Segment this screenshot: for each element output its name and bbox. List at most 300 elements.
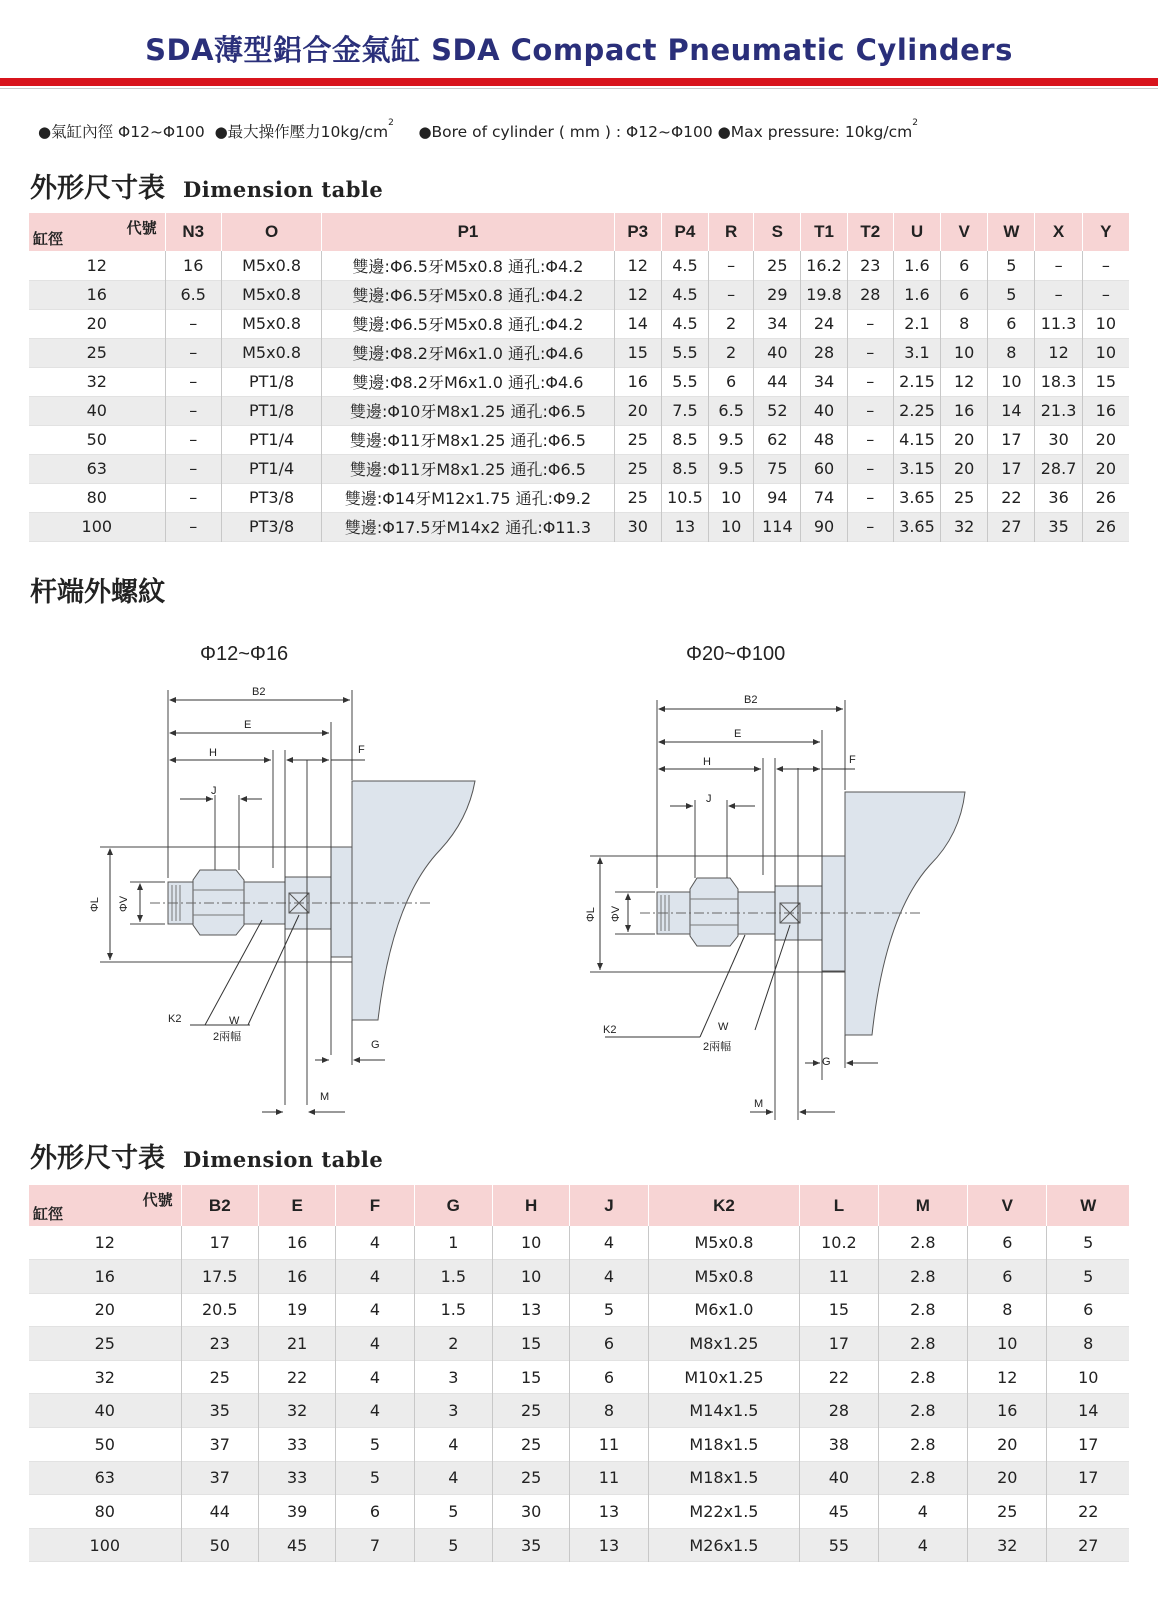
table-cell: 15 xyxy=(800,1293,878,1327)
table-cell: 40 xyxy=(801,396,847,425)
table-cell: 35 xyxy=(1035,512,1082,541)
table-row xyxy=(29,1461,1129,1495)
table-row xyxy=(29,1260,1129,1294)
table-cell: 39 xyxy=(258,1495,335,1529)
table-cell: – xyxy=(847,309,893,338)
table-row xyxy=(29,1428,1129,1462)
table-cell: 8 xyxy=(988,338,1035,367)
table-cell: 4 xyxy=(336,1327,414,1361)
label-k2: K2 xyxy=(168,1013,182,1025)
bore-cell: 20 xyxy=(29,1293,181,1327)
table-cell: – xyxy=(165,338,221,367)
table-cell: 8 xyxy=(1047,1327,1129,1361)
label-phil: ΦL xyxy=(89,897,101,912)
table-cell: 16 xyxy=(258,1226,335,1260)
table-cell: 5 xyxy=(336,1428,414,1462)
table-cell: 雙邊:Φ17.5牙M14x2 通孔:Φ11.3 xyxy=(322,512,614,541)
bore-cell: 50 xyxy=(29,425,165,454)
label-w: W xyxy=(718,1021,729,1033)
table-cell: 28 xyxy=(800,1394,878,1428)
table-row xyxy=(29,1394,1129,1428)
table-cell: 23 xyxy=(847,251,893,280)
table-cell: 24 xyxy=(801,309,847,338)
table-cell: 94 xyxy=(754,483,801,512)
table-cell: 32 xyxy=(258,1394,335,1428)
table-cell: 25 xyxy=(614,425,661,454)
table-cell: 4 xyxy=(336,1293,414,1327)
label-b2: B2 xyxy=(252,686,266,698)
table-cell: 4 xyxy=(414,1461,492,1495)
table-cell: M5x0.8 xyxy=(648,1260,800,1294)
table-cell: 40 xyxy=(754,338,801,367)
table-cell: 雙邊:Φ6.5牙M5x0.8 通孔:Φ4.2 xyxy=(322,251,614,280)
dimension-table-2 xyxy=(29,1185,1129,1562)
table-cell: 3.65 xyxy=(893,512,940,541)
table-cell: 3.15 xyxy=(893,454,940,483)
table-cell: 45 xyxy=(258,1528,335,1562)
table-cell: 114 xyxy=(754,512,801,541)
table-cell: 1.6 xyxy=(893,251,940,280)
spec-pressure-cn: 最大操作壓力10kg/cm xyxy=(227,123,389,141)
bore-cell: 63 xyxy=(29,454,165,483)
label-j: J xyxy=(706,793,712,805)
left-drawing xyxy=(100,690,475,1112)
table-cell: 10 xyxy=(709,512,754,541)
bore-cell: 80 xyxy=(29,483,165,512)
table-cell: 2.8 xyxy=(878,1226,968,1260)
bullet-icon: ● xyxy=(717,123,731,141)
table-cell: 2.8 xyxy=(878,1327,968,1361)
bullet-icon: ● xyxy=(418,123,432,141)
column-header: G xyxy=(414,1185,492,1226)
table-cell: 38 xyxy=(800,1428,878,1462)
table-cell: 20 xyxy=(968,1461,1047,1495)
table-cell: 13 xyxy=(570,1528,648,1562)
table-cell: 7.5 xyxy=(661,396,708,425)
table-cell: 15 xyxy=(492,1360,569,1394)
table-cell: M26x1.5 xyxy=(648,1528,800,1562)
table-cell: 2.8 xyxy=(878,1428,968,1462)
table-cell: 10 xyxy=(492,1226,569,1260)
table-cell: – xyxy=(709,251,754,280)
column-header: F xyxy=(336,1185,414,1226)
table-cell: M18x1.5 xyxy=(648,1461,800,1495)
bore-cell: 40 xyxy=(29,1394,181,1428)
table-cell: 雙邊:Φ6.5牙M5x0.8 通孔:Φ4.2 xyxy=(322,309,614,338)
table-cell: 10 xyxy=(492,1260,569,1294)
table-cell: 11.3 xyxy=(1035,309,1082,338)
column-header: W xyxy=(988,213,1035,251)
table-cell: – xyxy=(709,280,754,309)
table-cell: PT1/4 xyxy=(221,454,321,483)
table-cell: 5 xyxy=(988,251,1035,280)
table-cell: 33 xyxy=(258,1428,335,1462)
table-cell: – xyxy=(1082,251,1129,280)
table-body xyxy=(29,1226,1129,1562)
table-cell: 50 xyxy=(181,1528,258,1562)
label-w: W xyxy=(229,1015,240,1027)
table-cell: 6 xyxy=(968,1226,1047,1260)
table-cell: 11 xyxy=(800,1260,878,1294)
table-cell: 34 xyxy=(754,309,801,338)
table-cell: 21.3 xyxy=(1035,396,1082,425)
table-cell: 30 xyxy=(1035,425,1082,454)
section-title-cn: 杆端外螺紋 xyxy=(30,577,165,608)
table-cell: 25 xyxy=(181,1360,258,1394)
bore-cell: 50 xyxy=(29,1428,181,1462)
table-cell: 2 xyxy=(414,1327,492,1361)
table-cell: M18x1.5 xyxy=(648,1428,800,1462)
table-cell: 8 xyxy=(570,1394,648,1428)
table-cell: 5 xyxy=(336,1461,414,1495)
table-cell: 17 xyxy=(800,1327,878,1361)
table-cell: 16 xyxy=(614,367,661,396)
table-cell: – xyxy=(165,512,221,541)
table-cell: – xyxy=(847,454,893,483)
table-cell: 5 xyxy=(414,1495,492,1529)
table-cell: 1.5 xyxy=(414,1260,492,1294)
table-cell: 10.2 xyxy=(800,1226,878,1260)
column-header: R xyxy=(709,213,754,251)
table-cell: – xyxy=(165,425,221,454)
table-cell: 6.5 xyxy=(165,280,221,309)
table-cell: 雙邊:Φ6.5牙M5x0.8 通孔:Φ4.2 xyxy=(322,280,614,309)
table-cell: 4.15 xyxy=(893,425,940,454)
bullet-icon: ● xyxy=(38,123,52,141)
table-cell: 2.25 xyxy=(893,396,940,425)
table-cell: 2.8 xyxy=(878,1293,968,1327)
table-cell: 37 xyxy=(181,1461,258,1495)
right-drawing xyxy=(590,700,965,1120)
table-cell: PT1/8 xyxy=(221,367,321,396)
table-cell: 4 xyxy=(336,1226,414,1260)
spec-pressure-en: Max pressure: 10kg/cm xyxy=(730,123,913,141)
column-header: P1 xyxy=(322,213,614,251)
table-cell: – xyxy=(165,396,221,425)
section-title-en: Dimension table xyxy=(183,1147,384,1172)
table-cell: 20.5 xyxy=(181,1293,258,1327)
table-cell: 33 xyxy=(258,1461,335,1495)
bore-cell: 12 xyxy=(29,251,165,280)
table-row xyxy=(29,1495,1129,1529)
table-cell: PT1/8 xyxy=(221,396,321,425)
table-cell: 雙邊:Φ11牙M8x1.25 通孔:Φ6.5 xyxy=(322,425,614,454)
table-cell: 30 xyxy=(614,512,661,541)
table-cell: 6 xyxy=(1047,1293,1129,1327)
table-cell: 10 xyxy=(941,338,988,367)
table-cell: 20 xyxy=(1082,425,1129,454)
table-cell: 25 xyxy=(492,1461,569,1495)
table-cell: PT3/8 xyxy=(221,483,321,512)
table-cell: 14 xyxy=(1047,1394,1129,1428)
table-cell: 4 xyxy=(878,1528,968,1562)
label-w-note: 2兩幅 xyxy=(213,1031,242,1043)
table-row xyxy=(29,1293,1129,1327)
table-cell: 17.5 xyxy=(181,1260,258,1294)
table-cell: 32 xyxy=(941,512,988,541)
column-header: W xyxy=(1047,1185,1129,1226)
table-cell: 5 xyxy=(988,280,1035,309)
label-phil: ΦL xyxy=(585,907,597,922)
table-cell: 11 xyxy=(570,1461,648,1495)
table-cell: 21 xyxy=(258,1327,335,1361)
section-title-cn: 外形尺寸表 xyxy=(30,173,165,204)
column-header: S xyxy=(754,213,801,251)
column-header: T2 xyxy=(847,213,893,251)
table-cell: 1.5 xyxy=(414,1293,492,1327)
table-cell: PT1/4 xyxy=(221,425,321,454)
table-cell: 29 xyxy=(754,280,801,309)
table-cell: 9.5 xyxy=(709,425,754,454)
table-cell: 52 xyxy=(754,396,801,425)
table-cell: 17 xyxy=(1047,1428,1129,1462)
column-header: V xyxy=(941,213,988,251)
table-cell: 2.8 xyxy=(878,1260,968,1294)
section-title-cn: 外形尺寸表 xyxy=(30,1143,165,1174)
table-cell: 9.5 xyxy=(709,454,754,483)
column-header: E xyxy=(258,1185,335,1226)
label-f: F xyxy=(849,754,856,766)
bore-cell: 16 xyxy=(29,1260,181,1294)
table-cell: – xyxy=(847,396,893,425)
label-w-note: 2兩幅 xyxy=(703,1041,732,1053)
table-cell: 20 xyxy=(941,425,988,454)
table-cell: 2.8 xyxy=(878,1394,968,1428)
table-cell: 10 xyxy=(1047,1360,1129,1394)
table-cell: 8 xyxy=(941,309,988,338)
column-header: M xyxy=(878,1185,968,1226)
table-cell: 4 xyxy=(336,1360,414,1394)
table-cell: – xyxy=(165,454,221,483)
table-cell: 35 xyxy=(181,1394,258,1428)
table-cell: M14x1.5 xyxy=(648,1394,800,1428)
column-header: T1 xyxy=(801,213,847,251)
label-h: H xyxy=(209,747,217,759)
label-e: E xyxy=(244,719,252,731)
table-cell: 3.1 xyxy=(893,338,940,367)
label-f: F xyxy=(358,744,365,756)
table-cell: 16 xyxy=(165,251,221,280)
table-cell: 27 xyxy=(988,512,1035,541)
table-cell: 4 xyxy=(878,1495,968,1529)
table-cell: 60 xyxy=(801,454,847,483)
table-cell: 8 xyxy=(968,1293,1047,1327)
label-k2: K2 xyxy=(603,1024,617,1036)
table-cell: 23 xyxy=(181,1327,258,1361)
table-row xyxy=(29,1327,1129,1361)
table-cell: 48 xyxy=(801,425,847,454)
table-cell: 5 xyxy=(1047,1260,1129,1294)
table-cell: 16 xyxy=(968,1394,1047,1428)
column-header: O xyxy=(221,213,321,251)
label-e: E xyxy=(734,728,742,740)
table-cell: 17 xyxy=(1047,1461,1129,1495)
table-cell: 28.7 xyxy=(1035,454,1082,483)
right-diagram-title: Φ20~Φ100 xyxy=(686,643,786,665)
corner-label-code: 代號 xyxy=(126,220,157,237)
table-cell: 20 xyxy=(968,1428,1047,1462)
table-cell: 15 xyxy=(614,338,661,367)
table-cell: – xyxy=(165,367,221,396)
bore-cell: 63 xyxy=(29,1461,181,1495)
column-header: J xyxy=(570,1185,648,1226)
table-cell: 2.1 xyxy=(893,309,940,338)
corner-label-bore: 缸徑 xyxy=(33,231,64,248)
label-g: G xyxy=(822,1056,831,1068)
table-cell: 12 xyxy=(968,1360,1047,1394)
table-cell: 55 xyxy=(800,1528,878,1562)
table-cell: 12 xyxy=(614,251,661,280)
table-cell: 22 xyxy=(1047,1495,1129,1529)
table-cell: 35 xyxy=(492,1528,569,1562)
table-cell: 16.2 xyxy=(801,251,847,280)
label-g: G xyxy=(371,1039,380,1051)
table-cell: 74 xyxy=(801,483,847,512)
table-cell: 25 xyxy=(754,251,801,280)
table-cell: – xyxy=(1035,251,1082,280)
table-cell: 16 xyxy=(258,1260,335,1294)
table-cell: 19 xyxy=(258,1293,335,1327)
table-cell: 11 xyxy=(570,1428,648,1462)
table-cell: 26 xyxy=(1082,483,1129,512)
table-cell: 3 xyxy=(414,1394,492,1428)
table-cell: 12 xyxy=(941,367,988,396)
column-header: K2 xyxy=(648,1185,800,1226)
table-cell: – xyxy=(165,483,221,512)
table-cell: M5x0.8 xyxy=(221,338,321,367)
table-cell: 6 xyxy=(709,367,754,396)
label-m: M xyxy=(754,1098,764,1110)
table-cell: 25 xyxy=(614,454,661,483)
table-cell: 4 xyxy=(570,1226,648,1260)
table-cell: 16 xyxy=(941,396,988,425)
corner-label-bore: 缸徑 xyxy=(33,1206,64,1223)
table-cell: 2.8 xyxy=(878,1360,968,1394)
table-cell: M10x1.25 xyxy=(648,1360,800,1394)
table-cell: 14 xyxy=(988,396,1035,425)
bore-cell: 32 xyxy=(29,367,165,396)
table-cell: 6 xyxy=(968,1260,1047,1294)
spec-bore-cn: 氣缸內徑 Φ12~Φ100 xyxy=(51,123,205,141)
table-cell: 13 xyxy=(661,512,708,541)
bullet-icon: ● xyxy=(214,123,228,141)
bore-cell: 40 xyxy=(29,396,165,425)
table-cell: 17 xyxy=(988,454,1035,483)
table-cell: 4.5 xyxy=(661,309,708,338)
corner-header xyxy=(29,1185,181,1226)
table-row xyxy=(29,1360,1129,1394)
table-cell: 22 xyxy=(800,1360,878,1394)
table-cell: 44 xyxy=(181,1495,258,1529)
bore-cell: 16 xyxy=(29,280,165,309)
column-header: U xyxy=(893,213,940,251)
table-cell: M6x1.0 xyxy=(648,1293,800,1327)
table-cell: 10 xyxy=(968,1327,1047,1361)
column-header: H xyxy=(492,1185,569,1226)
section-title-dimension-2 xyxy=(30,1136,383,1175)
table-cell: 6 xyxy=(941,280,988,309)
table-cell: 13 xyxy=(492,1293,569,1327)
bore-cell: 25 xyxy=(29,1327,181,1361)
table-cell: 3.65 xyxy=(893,483,940,512)
superscript: 2 xyxy=(912,118,918,128)
table-cell: 40 xyxy=(800,1461,878,1495)
table-cell: 7 xyxy=(336,1528,414,1562)
table-cell: 36 xyxy=(1035,483,1082,512)
table-cell: 2 xyxy=(709,338,754,367)
table-row xyxy=(29,1528,1129,1562)
corner-label-code: 代號 xyxy=(142,1192,173,1209)
table-cell: 2 xyxy=(709,309,754,338)
table-cell: 90 xyxy=(801,512,847,541)
bore-cell: 12 xyxy=(29,1226,181,1260)
table-cell: PT3/8 xyxy=(221,512,321,541)
table-cell: M5x0.8 xyxy=(221,309,321,338)
table-cell: – xyxy=(1035,280,1082,309)
table-row xyxy=(29,1226,1129,1260)
table-cell: 22 xyxy=(988,483,1035,512)
table-cell: 44 xyxy=(754,367,801,396)
table-cell: 13 xyxy=(570,1495,648,1529)
table-cell: 15 xyxy=(492,1327,569,1361)
table-cell: 6.5 xyxy=(709,396,754,425)
table-cell: 18.3 xyxy=(1035,367,1082,396)
table-cell: 17 xyxy=(181,1226,258,1260)
column-header: Y xyxy=(1082,213,1129,251)
table-cell: 6 xyxy=(570,1360,648,1394)
table-cell: 10 xyxy=(709,483,754,512)
table-cell: M22x1.5 xyxy=(648,1495,800,1529)
bore-cell: 100 xyxy=(29,512,165,541)
table-cell: 25 xyxy=(492,1394,569,1428)
table-cell: 8.5 xyxy=(661,425,708,454)
table-cell: – xyxy=(847,483,893,512)
spec-bore-en: Bore of cylinder ( mm ) : Φ12~Φ100 xyxy=(431,123,713,141)
table-cell: 12 xyxy=(1035,338,1082,367)
table-cell: 10 xyxy=(1082,309,1129,338)
column-header: L xyxy=(800,1185,878,1226)
table-cell: – xyxy=(847,338,893,367)
bore-cell: 20 xyxy=(29,309,165,338)
table-cell: 20 xyxy=(614,396,661,425)
label-b2: B2 xyxy=(744,694,758,706)
table-cell: 5 xyxy=(570,1293,648,1327)
table-cell: 1 xyxy=(414,1226,492,1260)
table-cell: 10.5 xyxy=(661,483,708,512)
table-cell: 雙邊:Φ8.2牙M6x1.0 通孔:Φ4.6 xyxy=(322,367,614,396)
table-cell: 20 xyxy=(941,454,988,483)
table-cell: 5 xyxy=(414,1528,492,1562)
table-cell: 6 xyxy=(336,1495,414,1529)
section-title-en: Dimension table xyxy=(183,177,384,202)
table-cell: 25 xyxy=(614,483,661,512)
table-cell: 4.5 xyxy=(661,280,708,309)
table-cell: 17 xyxy=(988,425,1035,454)
table-cell: M5x0.8 xyxy=(648,1226,800,1260)
table-cell: M8x1.25 xyxy=(648,1327,800,1361)
table-cell: 62 xyxy=(754,425,801,454)
column-header: N3 xyxy=(165,213,221,251)
table-cell: – xyxy=(847,425,893,454)
table-cell: M5x0.8 xyxy=(221,280,321,309)
table-cell: – xyxy=(165,309,221,338)
table-cell: 25 xyxy=(941,483,988,512)
table-header-row xyxy=(29,1185,1129,1226)
column-header: B2 xyxy=(181,1185,258,1226)
column-header: P4 xyxy=(661,213,708,251)
bore-cell: 32 xyxy=(29,1360,181,1394)
table-cell: 45 xyxy=(800,1495,878,1529)
